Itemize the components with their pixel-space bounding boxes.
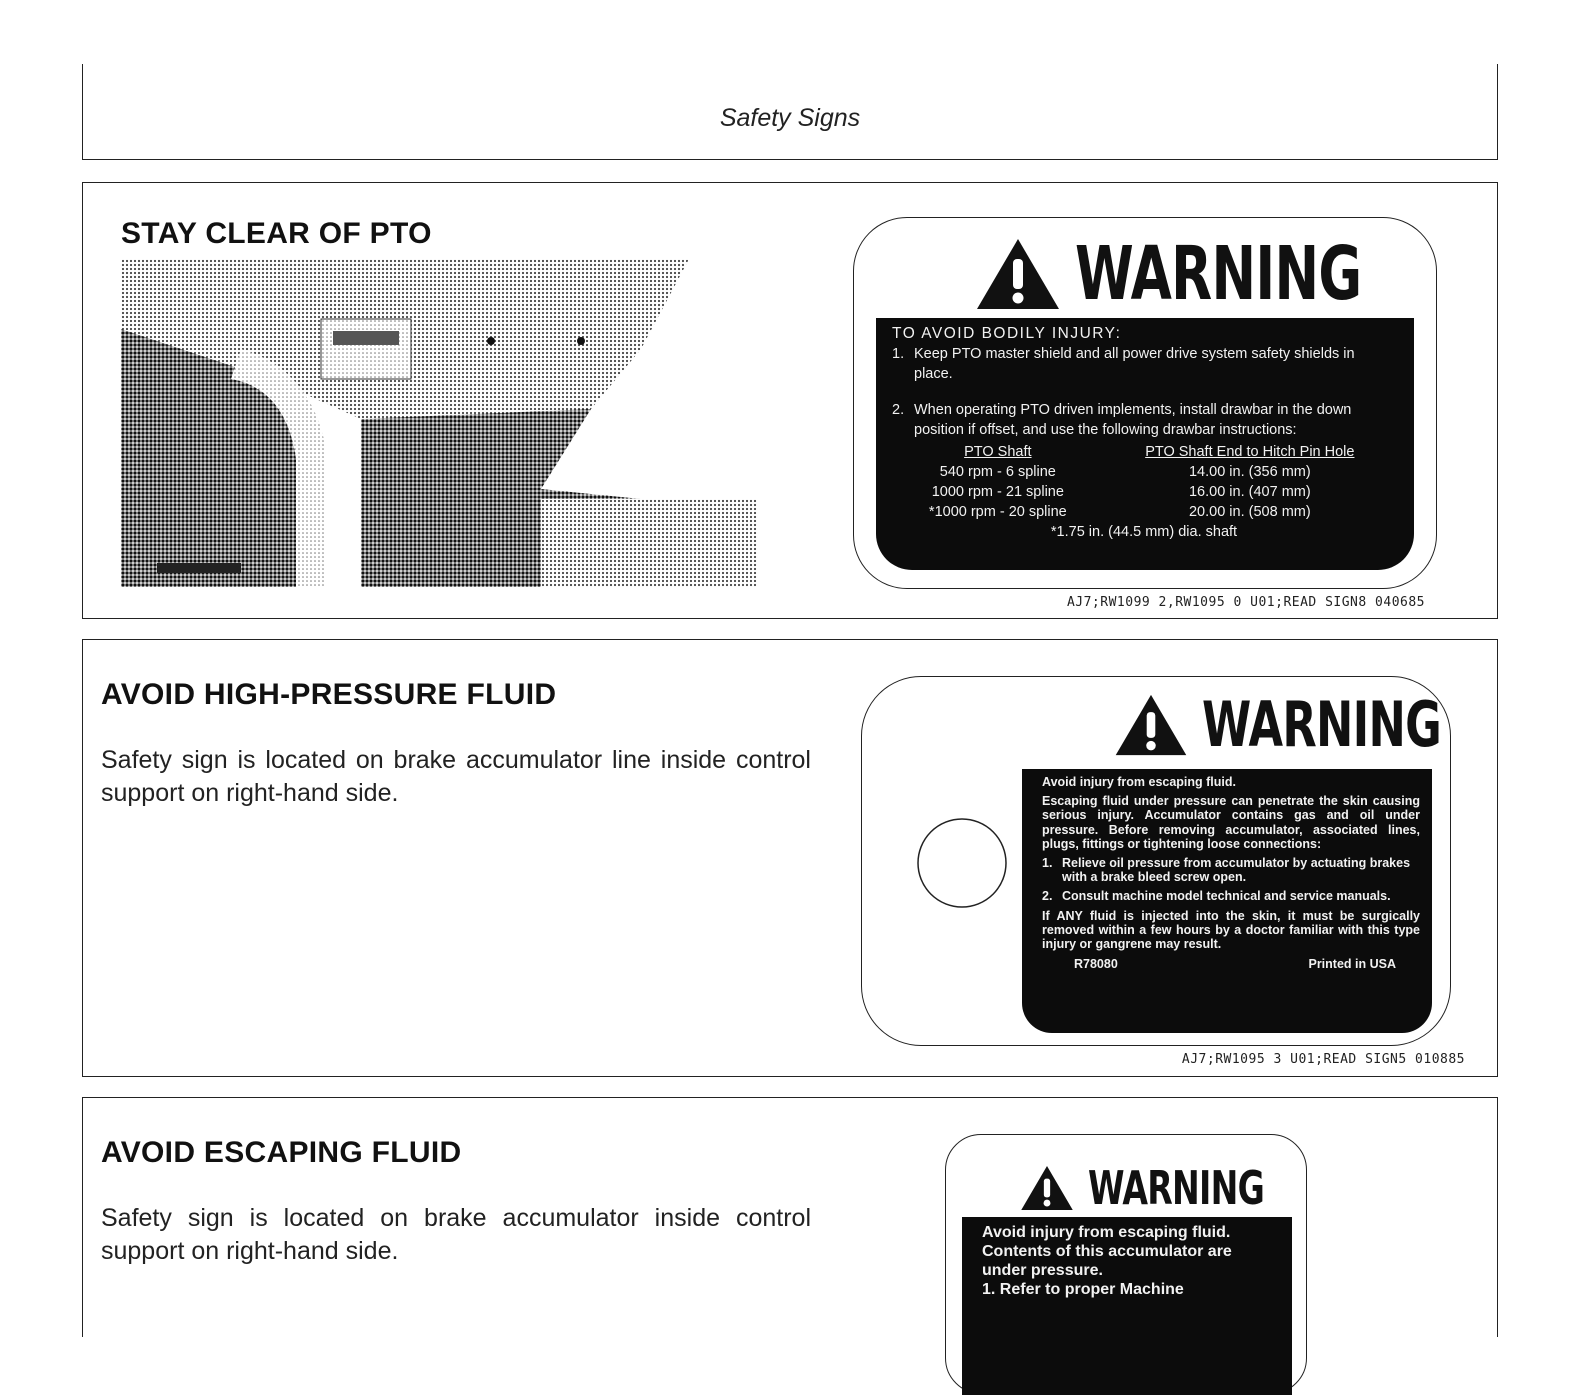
table-row: 540 rpm - 6 spline 14.00 in. (356 mm)	[939, 464, 1311, 480]
warning-closing: If ANY fluid is injected into the skin, it must be surgically removed within a few hours by a doctor familiar with this type injury or gangrene may result.	[1042, 908, 1420, 952]
warning-item: 2. Consult machine model technical and service manuals.	[1042, 889, 1391, 904]
mounting-hole-icon	[916, 817, 1008, 909]
pto-machine-illustration	[121, 259, 757, 587]
section-pto	[82, 182, 1498, 619]
high-pressure-warning-sign	[861, 676, 1451, 1046]
warning-triangle-icon	[975, 237, 1061, 311]
warning-item-partial: 1. Refer to proper Machine	[982, 1281, 1184, 1298]
table-header: PTO Shaft End to Hitch Pin Hole	[1145, 444, 1355, 460]
high-pressure-warning-text-box	[1022, 769, 1432, 1033]
warning-body: Escaping fluid under pressure can penetrate the skin causing serious injury. Accumulator contains gas and oil under pressure. Before removing accumulator, associated lines, plugs, fittings or tightening loose connections:	[1042, 794, 1420, 851]
page-title: Safety Signs	[719, 104, 861, 132]
warning-header	[854, 231, 1436, 317]
table-row: *1000 rpm - 20 spline 20.00 in. (508 mm)	[928, 504, 1311, 520]
table-row: 1000 rpm - 21 spline 16.00 in. (407 mm)	[931, 484, 1311, 500]
warning-triangle-icon	[1114, 693, 1188, 757]
section-escaping-fluid	[82, 1097, 1498, 1337]
section-description: Safety sign is located on brake accumulator inside control support on right-hand side.	[101, 1204, 811, 1265]
reference-code: AJ7;RW1099 2,RW1095 0 U01;READ SIGN8 040685	[1066, 595, 1425, 610]
warning-word: WARNING	[1202, 688, 1442, 761]
warning-lead: Avoid injury from escaping fluid.	[1042, 775, 1237, 789]
section-title: STAY CLEAR OF PTO	[121, 217, 432, 250]
pto-photo	[121, 259, 757, 587]
table-footnote: *1.75 in. (44.5 mm) dia. shaft	[1050, 524, 1238, 540]
warning-header	[946, 1163, 1306, 1213]
warning-intro: TO AVOID BODILY INJURY:	[892, 325, 1122, 342]
escaping-fluid-warning-sign	[945, 1134, 1307, 1394]
section-description: Safety sign is located on brake accumulator line inside control support on right-hand side.	[101, 746, 811, 807]
warning-item: 2. When operating PTO driven implements, install drawbar in the down position if offset, and use the following drawbar instructions:	[892, 402, 1352, 438]
pto-warning-sign	[853, 217, 1437, 589]
printed-in: Printed in USA	[1308, 957, 1396, 972]
reference-code: AJ7;RW1095 3 U01;READ SIGN5 010885	[1181, 1052, 1465, 1067]
warning-triangle-icon	[1020, 1164, 1074, 1212]
warning-item: 1. Relieve oil pressure from accumulator by actuating brakes with a brake bleed screw open.	[1042, 856, 1411, 885]
warning-item: 1. Keep PTO master shield and all power drive system safety shields in place.	[892, 346, 1355, 382]
section-title: AVOID ESCAPING FLUID	[101, 1136, 462, 1169]
warning-word: WARNING	[1075, 231, 1362, 317]
warning-body: Avoid injury from escaping fluid. Contents of this accumulator are under pressure.	[982, 1224, 1232, 1279]
section-title: AVOID HIGH-PRESSURE FLUID	[101, 678, 557, 711]
pto-warning-text-box	[876, 318, 1414, 570]
warning-header	[1062, 689, 1450, 761]
warning-word: WARNING	[1088, 1161, 1265, 1215]
pto-drawbar-table	[892, 442, 1396, 542]
section-high-pressure-fluid	[82, 639, 1498, 1077]
escaping-fluid-warning-text-box	[962, 1217, 1292, 1395]
table-header: PTO Shaft	[964, 444, 1032, 460]
part-number: R78080	[1074, 957, 1118, 972]
page-header	[82, 64, 1498, 160]
